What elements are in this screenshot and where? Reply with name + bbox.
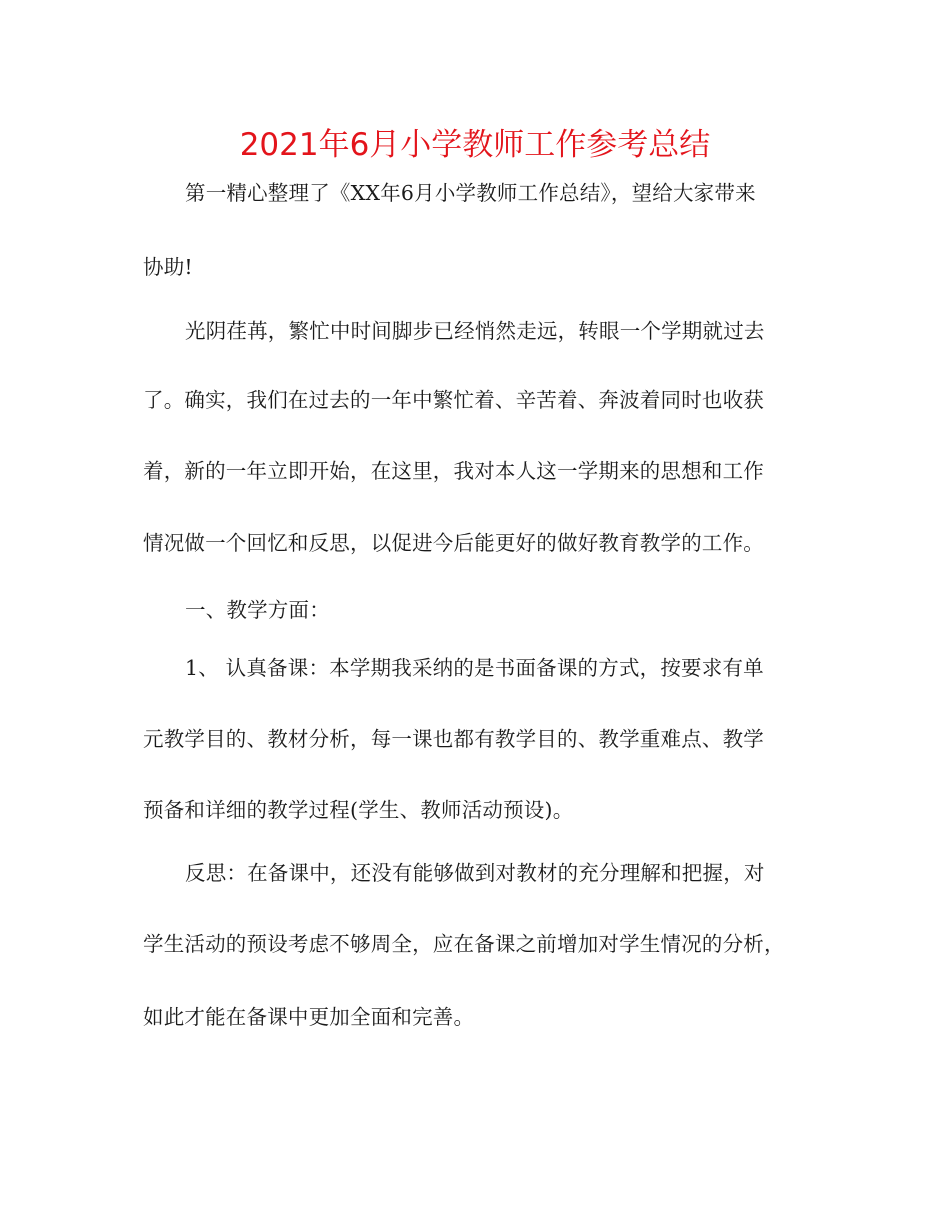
paragraph-line: 如此才能在备课中更加全面和完善。 <box>143 1005 475 1029</box>
paragraph-line: 学生活动的预设考虑不够周全，应在备课之前增加对学生情况的分析， <box>143 932 785 956</box>
paragraph-line: 第一精心整理了《XX年6月小学教师工作总结》，望给大家带来 <box>185 181 756 205</box>
paragraph-line: 预备和详细的教学过程(学生、教师活动预设)。 <box>143 798 574 822</box>
paragraph-line: 情况做一个回忆和反思，以促进今后能更好的做好教育教学的工作。 <box>143 531 764 555</box>
paragraph-line: 元教学目的、教材分析，每一课也都有教学目的、教学重难点、教学 <box>143 727 764 751</box>
paragraph-line: 1、 认真备课：本学期我采纳的是书面备课的方式，按要求有单 <box>185 656 764 680</box>
document-title: 2021年6月小学教师工作参考总结 <box>239 127 711 163</box>
paragraph-line: 光阴荏苒，繁忙中时间脚步已经悄然走远，转眼一个学期就过去 <box>185 319 765 343</box>
paragraph-line: 着，新的一年立即开始，在这里，我对本人这一学期来的思想和工作 <box>143 459 764 483</box>
paragraph-line: 协助! <box>143 255 193 279</box>
paragraph-line: 了。确实，我们在过去的一年中繁忙着、辛苦着、奔波着同时也收获 <box>143 388 764 412</box>
section-heading: 一、教学方面： <box>185 598 330 622</box>
paragraph-line: 反思：在备课中，还没有能够做到对教材的充分理解和把握，对 <box>185 861 765 885</box>
